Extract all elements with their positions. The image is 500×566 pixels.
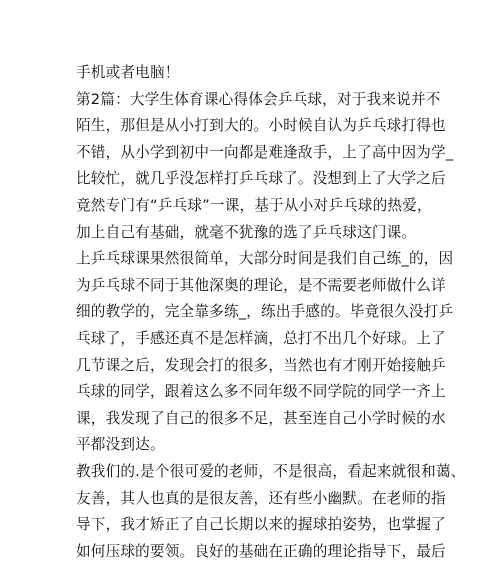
text-line: 友善，其人也真的是很友善，还有些小幽默。在老师的指 bbox=[76, 489, 446, 507]
text-line: 几节课之后，发现会打的很多，当然也有才刚开始接触乒 bbox=[76, 356, 446, 374]
text-line: 乓球了，手感还真不是怎样滴，总打不出几个好球。上了 bbox=[76, 329, 446, 347]
text-line: 细的教学的，完全靠多练_，练出手感的。毕竟很久没打乒 bbox=[76, 303, 454, 321]
text-line: 加上自己有基础，就毫不犹豫的选了乒乓球这门课。 bbox=[76, 223, 417, 241]
text-line: 陌生，那但是从小打到大的。小时候自认为乒乓球打得也 bbox=[76, 117, 446, 135]
text-line: 第2篇：大学生体育课心得体会乒乓球，对于我来说并不 bbox=[76, 90, 441, 108]
text-line: 竟然专门有“乒乓球”一课，基于从小对乒乓球的热爱， bbox=[76, 196, 432, 214]
text-line: 平都没到达。 bbox=[76, 436, 165, 454]
document-body bbox=[76, 60, 466, 565]
text-line: 比较忙，就几乎没怎样打乒乓球了。没想到上了大学之后 bbox=[76, 170, 446, 188]
text-line: 手机或者电脑！ bbox=[76, 64, 180, 81]
text-line: 教我们的.是个很可爱的老师，不是很高，看起来就很和蔼、 bbox=[76, 462, 466, 480]
text-line: 导下，我才矫正了自己长期以来的握球拍姿势，也掌握了 bbox=[76, 516, 446, 534]
text-line: 课，我发现了自己的很多不足，甚至连自己小学时候的水 bbox=[76, 409, 446, 427]
text-line: 为乒乓球不同于其他深奥的理论，是不需要老师做什么详 bbox=[76, 276, 446, 294]
text-line: 上乒乓球课果然很简单，大部分时间是我们自己练_的，因 bbox=[76, 250, 454, 268]
text-line: 乓球的同学，跟着这么多不同年级不同学院的同学一齐上 bbox=[76, 383, 446, 401]
text-line: 如何压球的要领。良好的基础在正确的理论指导下，最后 bbox=[76, 542, 446, 560]
text-line: 不错，从小学到初中一向都是难逢敌手，上了高中因为学_ bbox=[76, 143, 454, 161]
